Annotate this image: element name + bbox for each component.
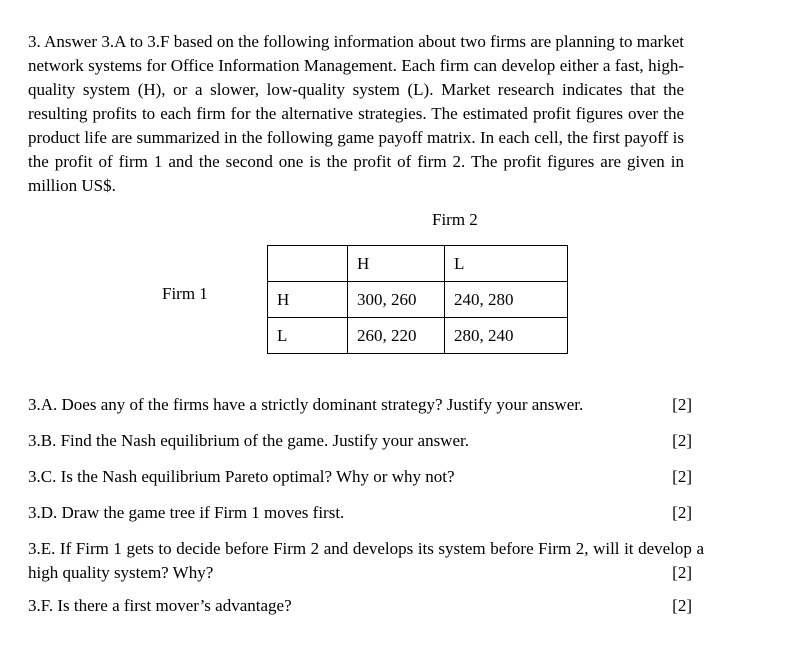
payoff-cell-ll: 280, 240 <box>445 318 568 354</box>
question-3c <box>28 465 692 489</box>
question-text: 3.C. Is the Nash equilibrium Pareto optimal? Why or why not? <box>28 467 455 486</box>
column-player-label: Firm 2 <box>432 210 478 229</box>
question-3a <box>28 393 692 417</box>
question-3d <box>28 501 692 525</box>
matrix-row-l <box>268 318 568 354</box>
question-marks: [2] <box>672 563 692 582</box>
question-text: 3.F. Is there a first mover’s advantage? <box>28 596 292 615</box>
question-marks: [2] <box>672 431 692 450</box>
question-marks: [2] <box>672 395 692 414</box>
question-3f <box>28 594 692 618</box>
payoff-cell-lh: 260, 220 <box>348 318 445 354</box>
question-3e <box>28 537 704 585</box>
matrix-header-row <box>268 246 568 282</box>
question-marks: [2] <box>672 596 692 615</box>
row-player-label: Firm 1 <box>162 284 208 303</box>
col-header-l: L <box>445 246 568 282</box>
row-header-h: H <box>268 282 348 318</box>
question-text: 3.B. Find the Nash equilibrium of the game. Justify your answer. <box>28 431 469 450</box>
col-header-h: H <box>348 246 445 282</box>
question-intro: 3. Answer 3.A to 3.F based on the following information about two firms are planning to market network systems for Office Information Management. Each firm can develop either a fast, high-quality system (H), or a slower, low-quality system (L). Market research indicates that the resulting profits to each firm for the alternative strategies. The estimated profit figures over the product life are summarized in the following game payoff matrix. In each cell, the first payoff is the profit of firm 1 and the second one is the profit of firm 2. The profit figures are given in million US$. <box>28 32 684 195</box>
payoff-matrix <box>267 245 568 354</box>
row-header-l: L <box>268 318 348 354</box>
question-marks: [2] <box>672 503 692 522</box>
matrix-corner-cell <box>268 246 348 282</box>
payoff-cell-hl: 240, 280 <box>445 282 568 318</box>
question-text: 3.D. Draw the game tree if Firm 1 moves first. <box>28 503 345 522</box>
matrix-row-h <box>268 282 568 318</box>
question-3b <box>28 429 692 453</box>
payoff-cell-hh: 300, 260 <box>348 282 445 318</box>
question-text: 3.A. Does any of the firms have a strictly dominant strategy? Justify your answer. <box>28 395 584 414</box>
question-text: 3.E. If Firm 1 gets to decide before Firm 2 and develops its system before Firm 2, will it develop a high quality system? Why? <box>28 539 704 582</box>
question-marks: [2] <box>672 467 692 486</box>
